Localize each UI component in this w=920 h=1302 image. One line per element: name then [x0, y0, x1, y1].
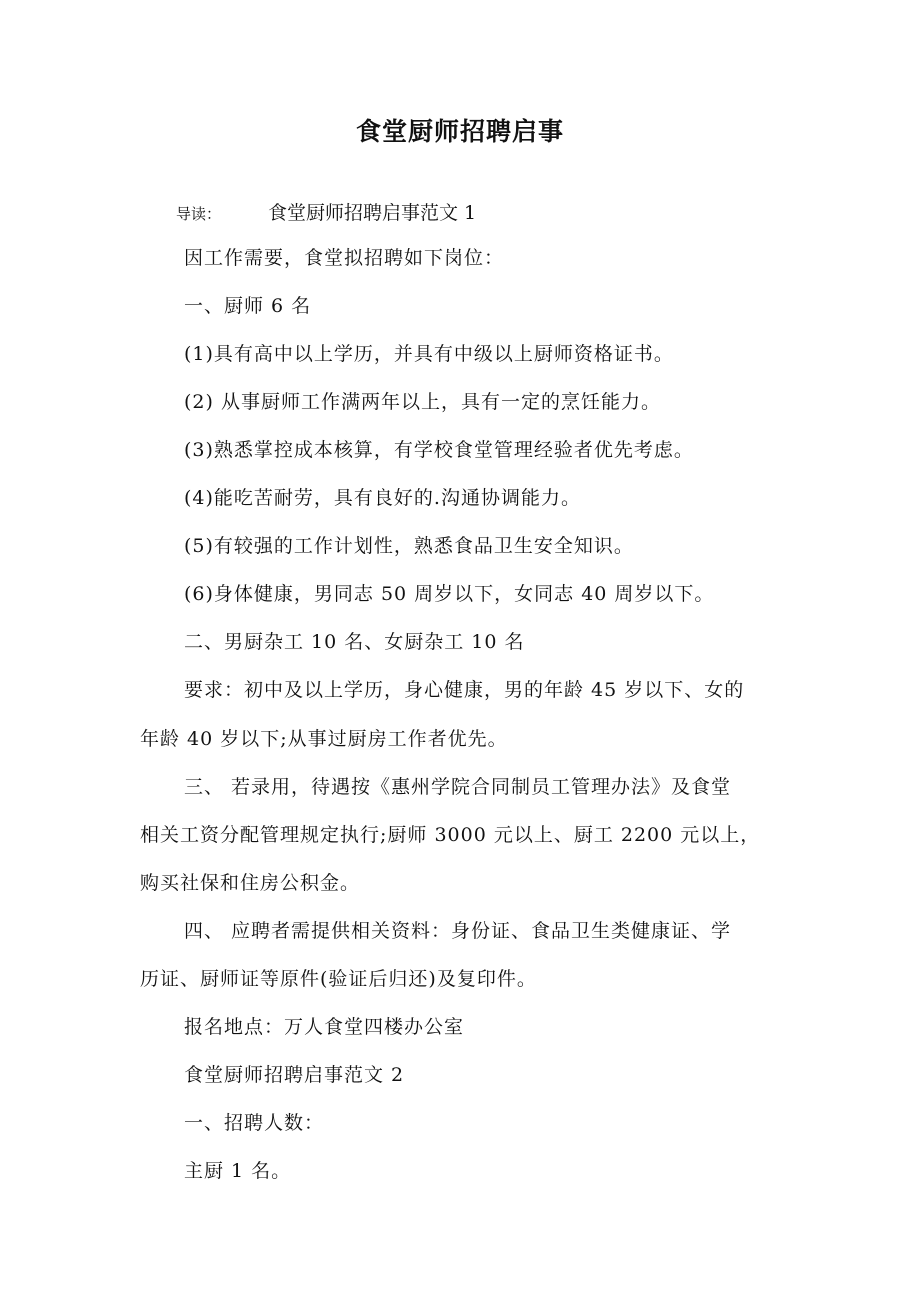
- paragraph-line: (5)有较强的工作计划性，熟悉食品卫生安全知识。: [184, 535, 634, 557]
- paragraph-line: 一、厨师 6 名: [184, 295, 312, 317]
- intro-text: 食堂厨师招聘启事范文 1: [268, 202, 477, 224]
- page-title: 食堂厨师招聘启事: [355, 117, 564, 146]
- paragraph-line: (4)能吃苦耐劳，具有良好的.沟通协调能力。: [184, 487, 581, 509]
- paragraph-line: 购买社保和住房公积金。: [140, 872, 361, 894]
- paragraph-line: 年龄 40 岁以下;从事过厨房工作者优先。: [140, 728, 508, 750]
- intro-label: 导读：: [176, 205, 222, 223]
- paragraph-line: 三、 若录用，待遇按《惠州学院合同制员工管理办法》及食堂: [184, 776, 732, 798]
- paragraph-line: 因工作需要，食堂拟招聘如下岗位：: [184, 247, 505, 269]
- paragraph-line: 要求：初中及以上学历，身心健康，男的年龄 45 岁以下、女的: [184, 679, 745, 701]
- paragraph-line: 历证、厨师证等原件(验证后归还)及复印件。: [140, 968, 537, 990]
- paragraph-line: (1)具有高中以上学历，并具有中级以上厨师资格证书。: [184, 343, 674, 365]
- intro-line: [176, 198, 476, 225]
- paragraph-line: 报名地点：万人食堂四楼办公室: [184, 1016, 465, 1038]
- paragraph-line: (6)身体健康，男同志 50 周岁以下，女同志 40 周岁以下。: [184, 583, 715, 605]
- paragraph-line: 主厨 1 名。: [184, 1160, 292, 1182]
- paragraph-line: (2) 从事厨师工作满两年以上，具有一定的烹饪能力。: [184, 391, 661, 413]
- paragraph-line: 四、 应聘者需提供相关资料：身份证、食品卫生类健康证、学: [184, 920, 732, 942]
- paragraph-line: 二、男厨杂工 10 名、女厨杂工 10 名: [184, 631, 525, 653]
- paragraph-line: 相关工资分配管理规定执行;厨师 3000 元以上、厨工 2200 元以上，: [140, 824, 761, 846]
- paragraph-line: 食堂厨师招聘启事范文 2: [184, 1064, 405, 1086]
- paragraph-line: (3)熟悉掌控成本核算，有学校食堂管理经验者优先考虑。: [184, 439, 694, 461]
- paragraph-line: 一、招聘人数：: [184, 1112, 325, 1134]
